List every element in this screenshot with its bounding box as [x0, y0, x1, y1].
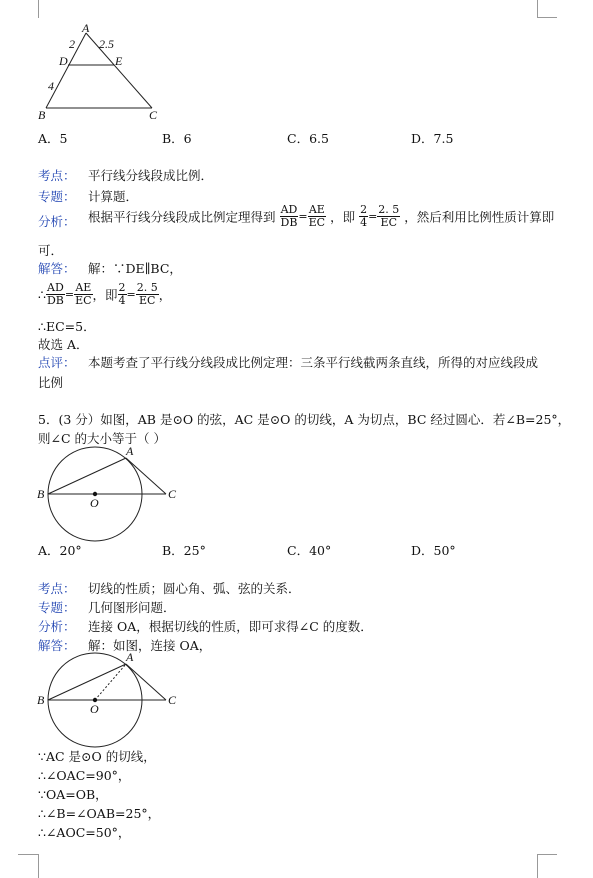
therefore-symbol: ∴: [38, 287, 46, 302]
fenxi-label: 分析：: [38, 619, 76, 634]
option-a[interactable]: A．5: [38, 131, 68, 146]
equals-sign: =: [298, 210, 308, 223]
label-db-length: 4: [48, 79, 54, 93]
label-ae-length: 2.5: [99, 37, 114, 51]
zhuanti-text: 计算题．: [88, 189, 139, 204]
frac-num: 2. 5: [136, 281, 158, 294]
step-line: ∵OA=OB，: [38, 787, 108, 802]
frac-num: AE: [75, 281, 92, 294]
frac-num: 2. 5: [378, 203, 400, 216]
choose-answer: 故选 A．: [38, 337, 89, 352]
kaodian-label: 考点：: [38, 168, 76, 183]
dianping-line2: 比例: [38, 375, 64, 390]
option-a[interactable]: A．20°: [38, 543, 82, 558]
option-b[interactable]: B．25°: [162, 543, 206, 558]
zhuanti-text: 几何图形问题．: [88, 600, 176, 615]
option-b[interactable]: B．6: [162, 131, 192, 146]
label-c: C: [168, 487, 177, 501]
dashed-oa: [95, 664, 126, 700]
equals-sign: =: [64, 288, 75, 301]
jieda-text: 解：如图，连接 OA，: [88, 638, 212, 653]
zhuanti-label: 专题：: [38, 189, 76, 204]
kaodian-text: 切线的性质；圆心角、弧、弦的关系．: [88, 581, 301, 596]
frac-den: EC: [380, 216, 397, 229]
frac-num: AD: [280, 203, 298, 216]
equals-sign: =: [368, 210, 378, 223]
comma: ，: [158, 287, 172, 303]
zhuanti-label: 专题：: [38, 600, 76, 615]
label-a: A: [126, 444, 134, 458]
frac-num: AD: [47, 281, 64, 294]
dianping-line1: 本题考查了平行线分线段成比例定理：三条平行线截两条直线，所得的对应线段成: [88, 355, 539, 370]
label-c: C: [168, 693, 177, 707]
jieda-label: 解答：: [38, 261, 76, 276]
fenxi-text: 连接 OA，根据切线的性质，即可求得∠C 的度数．: [88, 619, 373, 634]
step-line: ∴∠B=∠OAB=25°，: [38, 806, 161, 821]
option-d[interactable]: D．50°: [411, 543, 456, 558]
label-a: A: [126, 650, 134, 664]
frac-num: 2: [118, 281, 126, 294]
frac-den: 4: [360, 216, 368, 229]
label-d: D: [59, 54, 68, 68]
label-ad-length: 2: [69, 37, 75, 51]
frac-num: 2: [360, 203, 368, 216]
fenxi-label: 分析：: [38, 214, 76, 229]
ji-text: ，即: [92, 287, 118, 303]
dianping-label: 点评：: [38, 355, 76, 370]
frac-den: EC: [308, 216, 326, 229]
frac-den: DB: [280, 216, 298, 229]
jieda-line1: 解：∵DE∥BC，: [88, 261, 182, 276]
option-c[interactable]: C．40°: [287, 543, 332, 558]
label-c: C: [149, 108, 158, 122]
fenxi-post: ，然后利用比例性质计算即: [404, 209, 555, 225]
equals-sign: =: [126, 288, 136, 301]
step-line: ∵AC 是⊙O 的切线，: [38, 749, 156, 764]
q5-stem-line1: 5．(3 分）如图，AB 是⊙O 的弦，AC 是⊙O 的切线，A 为切点，BC 经过圆心．若∠B=25°，: [38, 412, 571, 427]
label-o: O: [90, 496, 99, 510]
kaodian-label: 考点：: [38, 581, 76, 596]
frac-den: 4: [118, 294, 126, 307]
label-b: B: [37, 487, 45, 501]
label-a: A: [82, 21, 90, 35]
step-line: ∴∠AOC=50°，: [38, 825, 131, 840]
tangent-ac: [126, 664, 166, 700]
option-d[interactable]: D．7.5: [411, 131, 454, 146]
step-line: ∴∠OAC=90°，: [38, 768, 131, 783]
fenxi-mid: ，即: [330, 209, 356, 225]
frac-den: EC: [139, 294, 156, 307]
result-ec: ∴EC=5．: [38, 319, 96, 334]
fenxi-pre: 根据平行线分线段成比例定理得到: [88, 209, 276, 225]
option-c[interactable]: C．6.5: [287, 131, 329, 146]
q5-stem-line2: 则∠C 的大小等于（ ）: [38, 431, 166, 446]
frac-den: DB: [46, 294, 64, 307]
fenxi-line2: 可．: [38, 243, 64, 258]
label-b: B: [38, 108, 46, 122]
kaodian-text: 平行线分线段成比例．: [88, 168, 214, 183]
label-e: E: [115, 54, 123, 68]
frac-den: EC: [75, 294, 92, 307]
jieda-label: 解答：: [38, 638, 76, 653]
label-b: B: [37, 693, 45, 707]
frac-num: AE: [308, 203, 325, 216]
label-o: O: [90, 702, 99, 716]
